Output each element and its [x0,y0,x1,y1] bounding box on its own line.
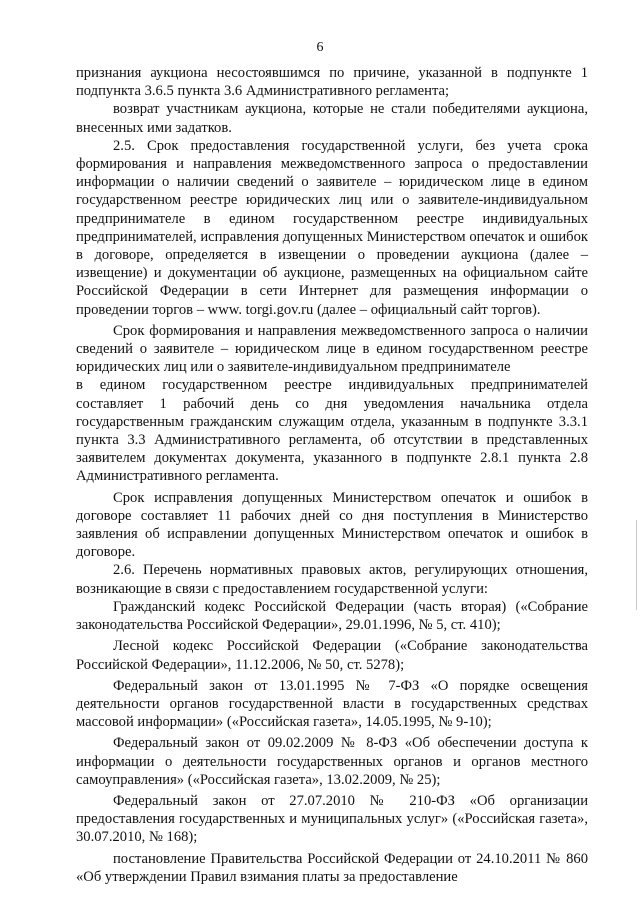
document-body [76,64,588,886]
paragraph-law-7-fz: Федеральный закон от 13.01.1995 № 7-ФЗ «О порядке освещения деятельности органов государственной власти в государственных средствах массовой информации» («Российская газета», 14.05.1995, № 9-10); [76,677,588,731]
paragraph-civil-code: Гражданский кодекс Российской Федерации (часть вторая) («Собрание законодательства Российской Федерации», 29.01.1996, № 5, ст. 410); [76,598,588,634]
paragraph-interagency-request-term: Срок формирования и направления межведомственного запроса о наличии сведений о заявителе – юридическом лице в едином государственном реестре юридических лиц или о заявителе-индивидуальном предпринимателе [76,322,588,376]
paragraph-law-210-fz: Федеральный закон от 27.07.2010 № 210-ФЗ «Об организации предоставления государственных и муниципальных услуг» («Российская газета», 30.07.2010, № 168); [76,792,588,846]
paragraph-one-working-day: в едином государственном реестре индивидуальных предпринимателей составляет 1 рабочий день со дня уведомления начальника отдела государственным гражданским служащим отдела, указанным в подпункте 3.3.1 пункта 3.3 Административного регламента, об отсутствии в представленных заявителем документах документа, указанного в подпункте 2.8.1 пункта 2.8 Административного регламента. [76,377,588,485]
paragraph-2-6-legal-acts: 2.6. Перечень нормативных правовых актов, регулирующих отношения, возникающие в связи с предоставлением государственной услуги: [76,562,588,597]
paragraph-government-decree-860: постановление Правительства Российской Федерации от 24.10.2011 № 860 «Об утверждении Правил взимания платы за предоставление [76,850,588,885]
paragraph-error-correction-term: Срок исправления допущенных Министерством опечаток и ошибок в договоре составляет 11 рабочих дней со дня поступления в Министерство заявления об исправлении допущенных Министерством опечаток и ошибок в договоре. [76,489,588,561]
paragraph-forest-code: Лесной кодекс Российской Федерации («Собрание законодательства Российской Федерации», 11.12.2006, № 50, ст. 5278); [76,638,588,673]
paragraph-auction-failure: признания аукциона несостоявшимся по причине, указанной в подпункте 1 подпункта 3.6.5 пункта 3.6 Административного регламента; [76,65,588,100]
paragraph-deposit-return: возврат участникам аукциона, которые не стали победителями аукциона, внесенных ими задатков. [76,101,588,136]
paragraph-2-5-service-term: 2.5. Срок предоставления государственной услуги, без учета срока формирования и направления межведомственного запроса о предоставлении информации о наличии сведений о заявителе – юридическом лице в едином государственном реестре юридических лиц или о заявителе-индивидуальном предпринимателе в едином государственном реестре индивидуальных предпринимателей, исправления допущенных Министерством опечаток и ошибок в договоре, определяется в извещении о проведении аукциона (далее – извещение) и документации об аукционе, размещенных на официальном сайте Российской Федерации в сети Интернет для размещения информации о проведении торгов – www. torgi.gov.ru (далее – официальный сайт торгов). [76,137,588,318]
page-number: 6 [316,40,324,55]
paragraph-law-8-fz: Федеральный закон от 09.02.2009 № 8-ФЗ «Об обеспечении доступа к информации о деятельности государственных органов и органов местного самоуправления» («Российская газета», 13.02.2009, № 25); [76,735,588,788]
scan-edge-mark [636,520,637,610]
